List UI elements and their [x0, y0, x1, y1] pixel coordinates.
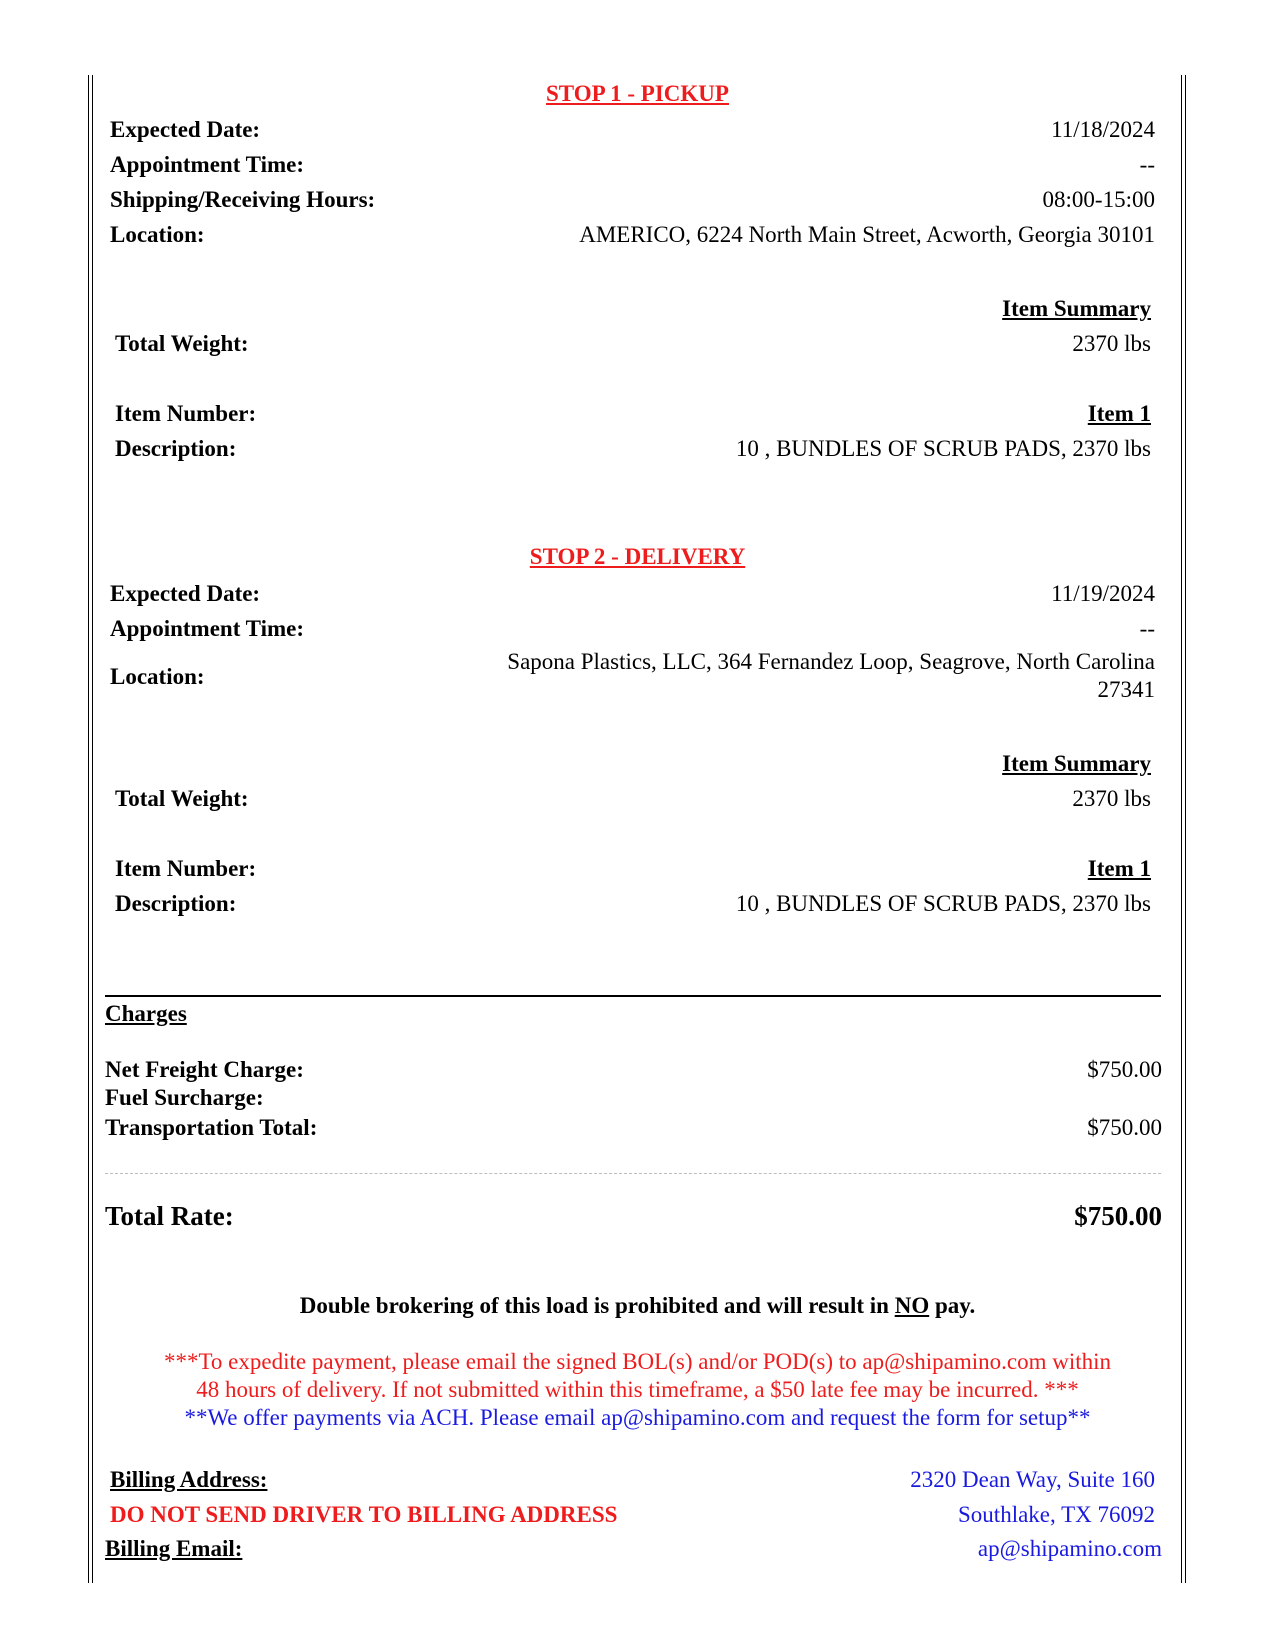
stop1-hours-label: Shipping/Receiving Hours:	[110, 187, 376, 212]
stop2-location-label: Location:	[110, 664, 205, 689]
charges-heading: Charges	[105, 1001, 187, 1026]
stop2-heading: STOP 2 - DELIVERY	[529, 544, 746, 569]
stop1-appointment: --	[1139, 152, 1155, 177]
stop2-location-line1: Sapona Plastics, LLC, 364 Fernandez Loop, Seagrove, North Carolina	[507, 649, 1155, 674]
stop1-total-weight: 2370 lbs	[1072, 331, 1151, 356]
stop2-expected-date: 11/19/2024	[1051, 581, 1155, 606]
stop2-item-number: Item 1	[1087, 856, 1151, 881]
stop2-total-weight: 2370 lbs	[1072, 786, 1151, 811]
stop2-total-weight-label: Total Weight:	[115, 786, 249, 811]
billing-warning: DO NOT SEND DRIVER TO BILLING ADDRESS	[110, 1502, 618, 1527]
stop1-description-label: Description:	[115, 436, 237, 461]
double-brokering-no: NO	[894, 1293, 930, 1318]
billing-address-line2: Southlake, TX 76092	[958, 1502, 1155, 1527]
net-freight-value: $750.00	[1087, 1057, 1162, 1082]
expedite-line2: 48 hours of delivery. If not submitted within this timeframe, a $50 late fee may be incurred. ***	[196, 1377, 1079, 1402]
stop2-item-summary: Item Summary	[1002, 751, 1151, 776]
billing-address-label: Billing Address:	[110, 1467, 268, 1492]
transport-total-label: Transportation Total:	[105, 1115, 318, 1140]
stop1-heading: STOP 1 - PICKUP	[546, 81, 729, 106]
stop1-item-number: Item 1	[1087, 401, 1151, 426]
charges-divider	[105, 995, 1161, 997]
double-brokering-suffix: pay.	[929, 1293, 976, 1318]
double-brokering-text: Double brokering of this load is prohibited and will result in	[299, 1293, 895, 1318]
stop1-description: 10 , BUNDLES OF SCRUB PADS, 2370 lbs	[735, 436, 1151, 461]
stop1-location: AMERICO, 6224 North Main Street, Acworth, Georgia 30101	[579, 222, 1155, 247]
stop1-location-label: Location:	[110, 222, 205, 247]
stop1-expected-date-label: Expected Date:	[110, 117, 261, 142]
fuel-surcharge-label: Fuel Surcharge:	[105, 1085, 264, 1110]
total-divider	[105, 1173, 1161, 1174]
billing-email-label: Billing Email:	[105, 1536, 243, 1561]
stop1-total-weight-label: Total Weight:	[115, 331, 249, 356]
stop1-item-summary: Item Summary	[1002, 296, 1151, 321]
net-freight-label: Net Freight Charge:	[105, 1057, 304, 1082]
stop1-hours: 08:00-15:00	[1042, 187, 1155, 212]
ach-notice: **We offer payments via ACH. Please email ap@shipamino.com and request the form for setup**	[184, 1405, 1091, 1430]
stop1-item-number-label: Item Number:	[115, 401, 257, 426]
transport-total-value: $750.00	[1087, 1115, 1162, 1140]
stop2-description: 10 , BUNDLES OF SCRUB PADS, 2370 lbs	[735, 891, 1151, 916]
stop1-appointment-label: Appointment Time:	[110, 152, 305, 177]
billing-address-line1: 2320 Dean Way, Suite 160	[910, 1467, 1155, 1492]
stop2-expected-date-label: Expected Date:	[110, 581, 261, 606]
stop2-location-line2: 27341	[1097, 677, 1155, 702]
stop2-item-number-label: Item Number:	[115, 856, 257, 881]
stop2-description-label: Description:	[115, 891, 237, 916]
stop1-expected-date: 11/18/2024	[1051, 117, 1155, 142]
total-rate-value: $750.00	[1074, 1201, 1162, 1231]
total-rate-label: Total Rate:	[105, 1201, 234, 1231]
stop2-appointment-label: Appointment Time:	[110, 616, 305, 641]
expedite-line1: ***To expedite payment, please email the signed BOL(s) and/or POD(s) to ap@shipamino.com within	[163, 1349, 1112, 1374]
stop2-appointment: --	[1139, 616, 1155, 641]
billing-email[interactable]: ap@shipamino.com	[977, 1536, 1162, 1561]
double-brokering-notice	[0, 1292, 1275, 1320]
